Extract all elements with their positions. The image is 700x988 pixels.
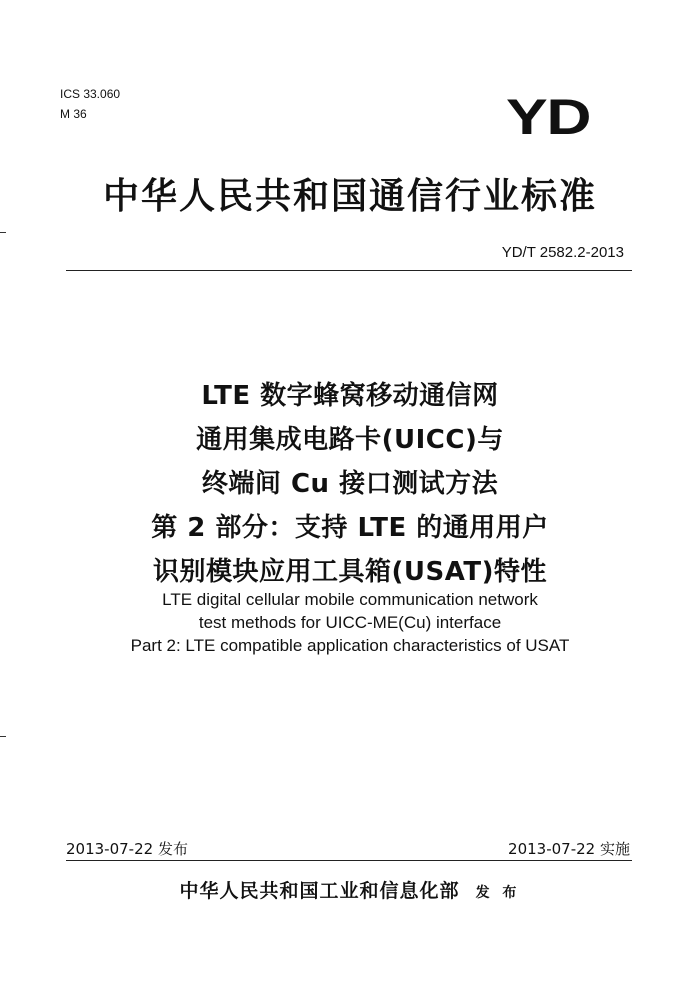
chinese-title-line: LTE 数字蜂窝移动通信网 xyxy=(201,381,499,411)
issue-date: 2013-07-22 发布 xyxy=(66,840,188,858)
ccs-code: M 36 xyxy=(60,107,87,121)
chinese-title-line: 终端间 Cu 接口测试方法 xyxy=(201,469,499,499)
publisher-line xyxy=(0,876,700,903)
ics-code: ICS 33.060 xyxy=(60,87,121,101)
english-title-line: LTE digital cellular mobile communication network xyxy=(162,590,538,609)
scan-edge-mark xyxy=(0,736,6,737)
implement-date: 2013-07-22 实施 xyxy=(508,840,630,858)
chinese-title-line: 识别模块应用工具箱(USAT)特性 xyxy=(153,557,547,587)
classification-codes xyxy=(60,84,120,124)
yd-logo: YD xyxy=(506,89,591,145)
publisher-name: 中华人民共和国工业和信息化部 xyxy=(179,880,460,902)
scan-edge-mark xyxy=(0,232,6,233)
publish-action: 发 布 xyxy=(475,885,521,901)
standard-title: 中华人民共和国通信行业标准 xyxy=(102,176,597,217)
english-title-line: Part 2: LTE compatible application characteristics of USAT xyxy=(130,636,570,655)
top-divider xyxy=(66,270,632,271)
standard-number: YD/T 2582.2-2013 xyxy=(501,244,624,261)
bottom-divider xyxy=(66,860,632,861)
english-title-line: test methods for UICC-ME(Cu) interface xyxy=(198,613,502,632)
chinese-title xyxy=(0,374,700,594)
chinese-title-line: 第 2 部分：支持 LTE 的通用用户 xyxy=(151,513,549,543)
chinese-title-line: 通用集成电路卡(UICC)与 xyxy=(196,425,504,455)
english-title xyxy=(0,588,700,657)
